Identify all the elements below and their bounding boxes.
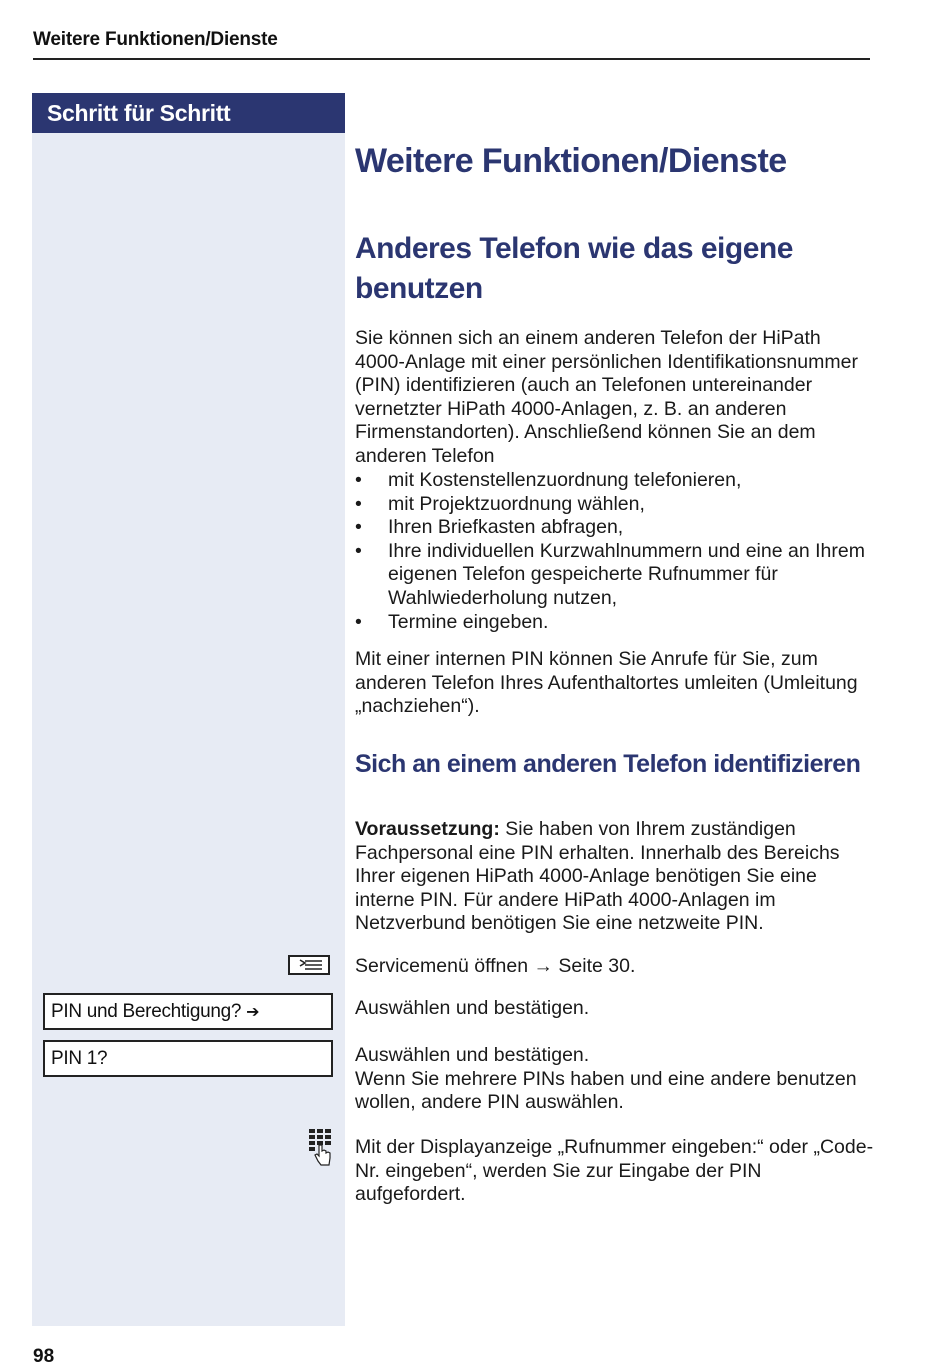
prerequisite-text: Sie haben von Ihrem zuständigen Fachpersonal eine PIN erhalten. Innerhalb des Bereichs Ihrer eigenen HiPath 4000-Anlage benötigen Sie eine interne PIN. Für andere HiPath 4000-Anlagen im Netzverbund benötigen Sie eine netzweite PIN. [355, 818, 840, 935]
prerequisite-paragraph [355, 818, 875, 936]
feature-list [355, 469, 875, 634]
page-number: 98 [33, 1346, 55, 1367]
page-title: Weitere Funktionen/Dienste [355, 142, 787, 180]
subsection-title: Sich an einem anderen Telefon identifizieren [355, 750, 861, 778]
section-title: Anderes Telefon wie das eigene benutzen [355, 232, 793, 305]
step-keypad: Mit der Displayanzeige „Rufnummer eingeben:“ oder „Code-Nr. eingeben“, werden Sie zur Eingabe der PIN aufgefordert. [355, 1136, 874, 1206]
sidebar [32, 93, 345, 1326]
step-select-2-text: Auswählen und bestätigen. [355, 1044, 590, 1066]
arrow-right-icon: ➔ [246, 1004, 260, 1021]
list-item: • Ihren Briefkasten abfragen, [355, 516, 875, 540]
intro-paragraph: Sie können sich an einem anderen Telefon der HiPath 4000-Anlage mit einer persönlichen Identifikationsnummer (PIN) identifizieren (auch an Telefonen untereinander vernetzter HiPath 4000-Anlagen, z. B. an anderen Firmenstandorten). Anschließend können Sie an dem anderen Telefon [355, 327, 858, 467]
sidebar-title: Schritt für Schritt [32, 93, 345, 133]
service-menu-icon[interactable] [288, 955, 330, 975]
step-select-1: Auswählen und bestätigen. [355, 997, 590, 1019]
list-item: • mit Projektzuordnung wählen, [355, 493, 875, 517]
pin-paragraph: Mit einer internen PIN können Sie Anrufe für Sie, zum anderen Telefon Ihres Aufenthaltortes umleiten (Umleitung „nachziehen“). [355, 648, 858, 718]
list-item: • Termine eingeben. [355, 611, 875, 635]
prerequisite-label: Voraussetzung: [355, 818, 500, 840]
display-item-pin-berechtigung[interactable] [43, 993, 333, 1030]
step-select-2 [355, 1044, 875, 1115]
keypad-icon[interactable] [308, 1128, 334, 1166]
running-header: Weitere Funktionen/Dienste [33, 29, 278, 50]
step-select-2-note: Wenn Sie mehrere PINs haben und eine andere benutzen wollen, andere PIN auswählen. [355, 1067, 857, 1114]
step-service-menu: Servicemenü öffnen → Seite 30. [355, 955, 636, 977]
display-item-pin-1[interactable] [43, 1040, 333, 1077]
display-item-label: PIN und Berechtigung? [51, 1001, 242, 1022]
display-item-label: PIN 1? [51, 1048, 108, 1069]
header-rule [33, 58, 870, 60]
list-item: • Ihre individuellen Kurzwahlnummern und eine an Ihrem eigenen Telefon gespeicherte Rufnummer für Wahlwiederholung nutzen, [355, 540, 875, 611]
list-item: • mit Kostenstellenzuordnung telefonieren, [355, 469, 875, 493]
